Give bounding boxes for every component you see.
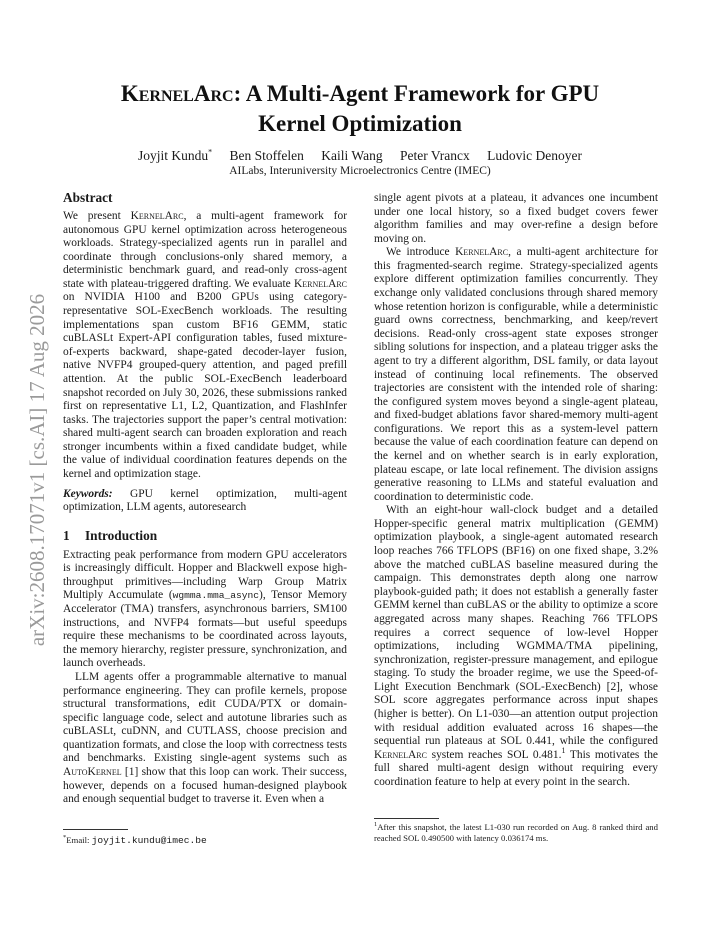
arxiv-identifier-stamp	[22, 260, 54, 680]
arxiv-identifier-text: arXiv:2608.17071v1 [cs.AI] 17 Aug 2026	[25, 293, 49, 647]
autokernel-name: AutoKernel	[63, 765, 122, 778]
intro-paragraph-2-continued: single agent pivots at a plateau, it advances one incumbent under one local history, so a fixed budget covers fewer algorithm families and may over-refine a design before moving on.	[374, 192, 658, 245]
system-name: KernelArc	[455, 246, 509, 259]
abstract-body: We present KernelArc, a multi-agent framework for autonomous GPU kernel optimization across heterogeneous workloads. Strategy-specialized agents run in parallel and coordinate through conclusions-only shared memory, a deterministic benchmark guard, and read-only cross-agent state with plateau-triggered drafting. We evaluate KernelArc on NVIDIA H100 and B200 GPUs using category-representative SOL-ExecBench workloads. The resulting implementations span custom BF16 GEMM, static cuBLASLt Expert-API configuration tables, fused mixture-of-experts backward, shape-gated decoder-layer fusion, native NVFP4 grouped-query attention, and paged prefill attention. At the public SOL-ExecBench leaderboard snapshot recorded on July 30, 2026, these submissions ranked first on representative L1, L2, Quantization, and FlashInfer tasks. The trajectories support the paper’s central motivation: shared multi-agent search can broaden exploration and reach stronger incumbents within a fixed candidate budget, while the value of individual coordination features depends on the kernel and optimization stage.	[63, 210, 347, 480]
paper-title	[60, 79, 660, 139]
author-name: Peter Vrancx	[399, 148, 470, 163]
footnote-mark: 1	[561, 745, 566, 755]
inline-code: wgmma.mma_async	[172, 590, 260, 602]
footnote-rule-right	[374, 818, 439, 819]
system-name: KernelArc	[294, 277, 347, 290]
author-email: joyjit.kundu@imec.be	[91, 835, 207, 846]
intro-paragraph-3: We introduce KernelArc, a multi-agent architecture for this fragmented-search regime. Strategy-specialized agents explore different optimization families concurrently. They exchange only validated conclusions through shared memory whose retention horizon is configurable, while a deterministic guard owns correctness, benchmarking, and keep/revert decisions. Read-only cross-agent state exposes stronger sibling solutions for inspection, and a plateau trigger asks the agent to try a different algorithm, DSL family, or data layout instead of continuing local refinements. The observed trajectories are consistent with the intended role of sharing: the configured system moves beyond a single-agent plateau, and fixed-budget ablations favor shared-memory multi-agent configurations. We report this as a system-level pattern because the value of each coordination feature can depend on the kernel and on whether search is in early exploration, plateau escape, or late local refinement. The division assigns generative reasoning to LLMs and stateful evaluation and coordination to deterministic code.	[374, 246, 658, 503]
title-rest-line1: : A Multi-Agent Framework for GPU	[233, 81, 600, 106]
keywords-label: Keywords:	[63, 487, 113, 500]
system-name: KernelArc	[374, 748, 427, 761]
footnote-snapshot: $^1$After this snapshot, the latest L1-030 run recorded on Aug. 8 ranked third and reached SOL 0.490500 with latency 0.036174 ms.	[374, 821, 658, 843]
author-name: Joyjit Kundu*	[138, 147, 213, 163]
author-name: Kaili Wang	[321, 148, 383, 163]
author-affiliation: AILabs, Interuniversity Microelectronics Centre (IMEC)	[229, 165, 491, 177]
system-name: KernelArc	[130, 210, 184, 222]
author-footnote-mark: *	[208, 147, 213, 157]
intro-paragraph-1: Extracting peak performance from modern GPU accelerators is increasingly difficult. Hopper and Blackwell expose high-throughput primitives—including Warp Group Matrix Multiply Accumulate (wgmma.mma_async), Tensor Memory Accelerator (TMA) transfers, asynchronous barriers, SM100 instructions, and NVFP4 formats—but useful speedups require these mechanisms to be coordinated across layouts, the memory hierarchy, register pressure, synchronization, and launch overheads.	[63, 548, 347, 670]
section-number: 1	[63, 527, 70, 543]
section-heading-introduction	[63, 528, 347, 544]
author-name: Ben Stoffelen	[229, 148, 304, 163]
title-line2: Kernel Optimization	[258, 111, 462, 136]
section-title: Introduction	[85, 527, 158, 543]
footnote-email: *Email: joyjit.kundu@imec.be	[63, 834, 207, 846]
keywords	[63, 488, 347, 515]
title-system-name: KernelArc	[120, 81, 234, 106]
intro-paragraph-2: LLM agents offer a programmable alternative to manual performance engineering. They can profile kernels, propose structural transformations, edit CUDA/PTX or domain-specific language code, select and autotune libraries such as cuBLASLt, cuDNN, and CUTLASS, choose precision and quantization formats, and close the loop with correctness tests and benchmarks. Existing single-agent systems such as AutoKernel [1] show that this loop can work. Their success, however, depends on a focused human-designed playbook and enough sequential budget to traverse it. Even when a	[63, 670, 347, 806]
intro-paragraph-4: With an eight-hour wall-clock budget and a detailed Hopper-specific general matrix multiplication (GEMM) optimization playbook, a single-agent automated research loop reaches 766 TFLOPS (BF16) on one fixed shape, 3.2% above the matched cuBLAS baseline measured during the campaign. This demonstrates depth along one narrow playbook-guided path; it does not establish a generally faster GEMM kernel than cuBLAS or the ability to optimize a score aggregated across many shapes. Reaching 766 TFLOPS requires a correct sequence of low-level Hopper optimizations, including WGMMA/TMA pipelining, synchronization, register-pressure management, and epilogue staging. To study the broader regime, we use the Speed-of-Light Execution Benchmark (SOL-ExecBench) [2], whose SOL score aggregates performance across input shapes (higher is better). On L1-030—an attention output projection with residual addition evaluated across 16 shapes—the sequential run plateaus at SOL 0.441, while the configured KernelArc system reaches SOL 0.481.$^1$ This motivates the full shared multi-agent design without requiring every coordination feature to help at every point in the search.	[374, 504, 658, 788]
keywords-text: GPU kernel optimization, multi-agent optimization, LLM agents, autoresearch	[63, 487, 347, 514]
author-name: Ludovic Denoyer	[487, 148, 582, 163]
abstract-heading: Abstract	[63, 190, 113, 205]
footnote-rule-left	[63, 829, 128, 830]
right-column	[374, 192, 658, 789]
left-column	[63, 190, 347, 807]
author-list	[60, 148, 660, 164]
